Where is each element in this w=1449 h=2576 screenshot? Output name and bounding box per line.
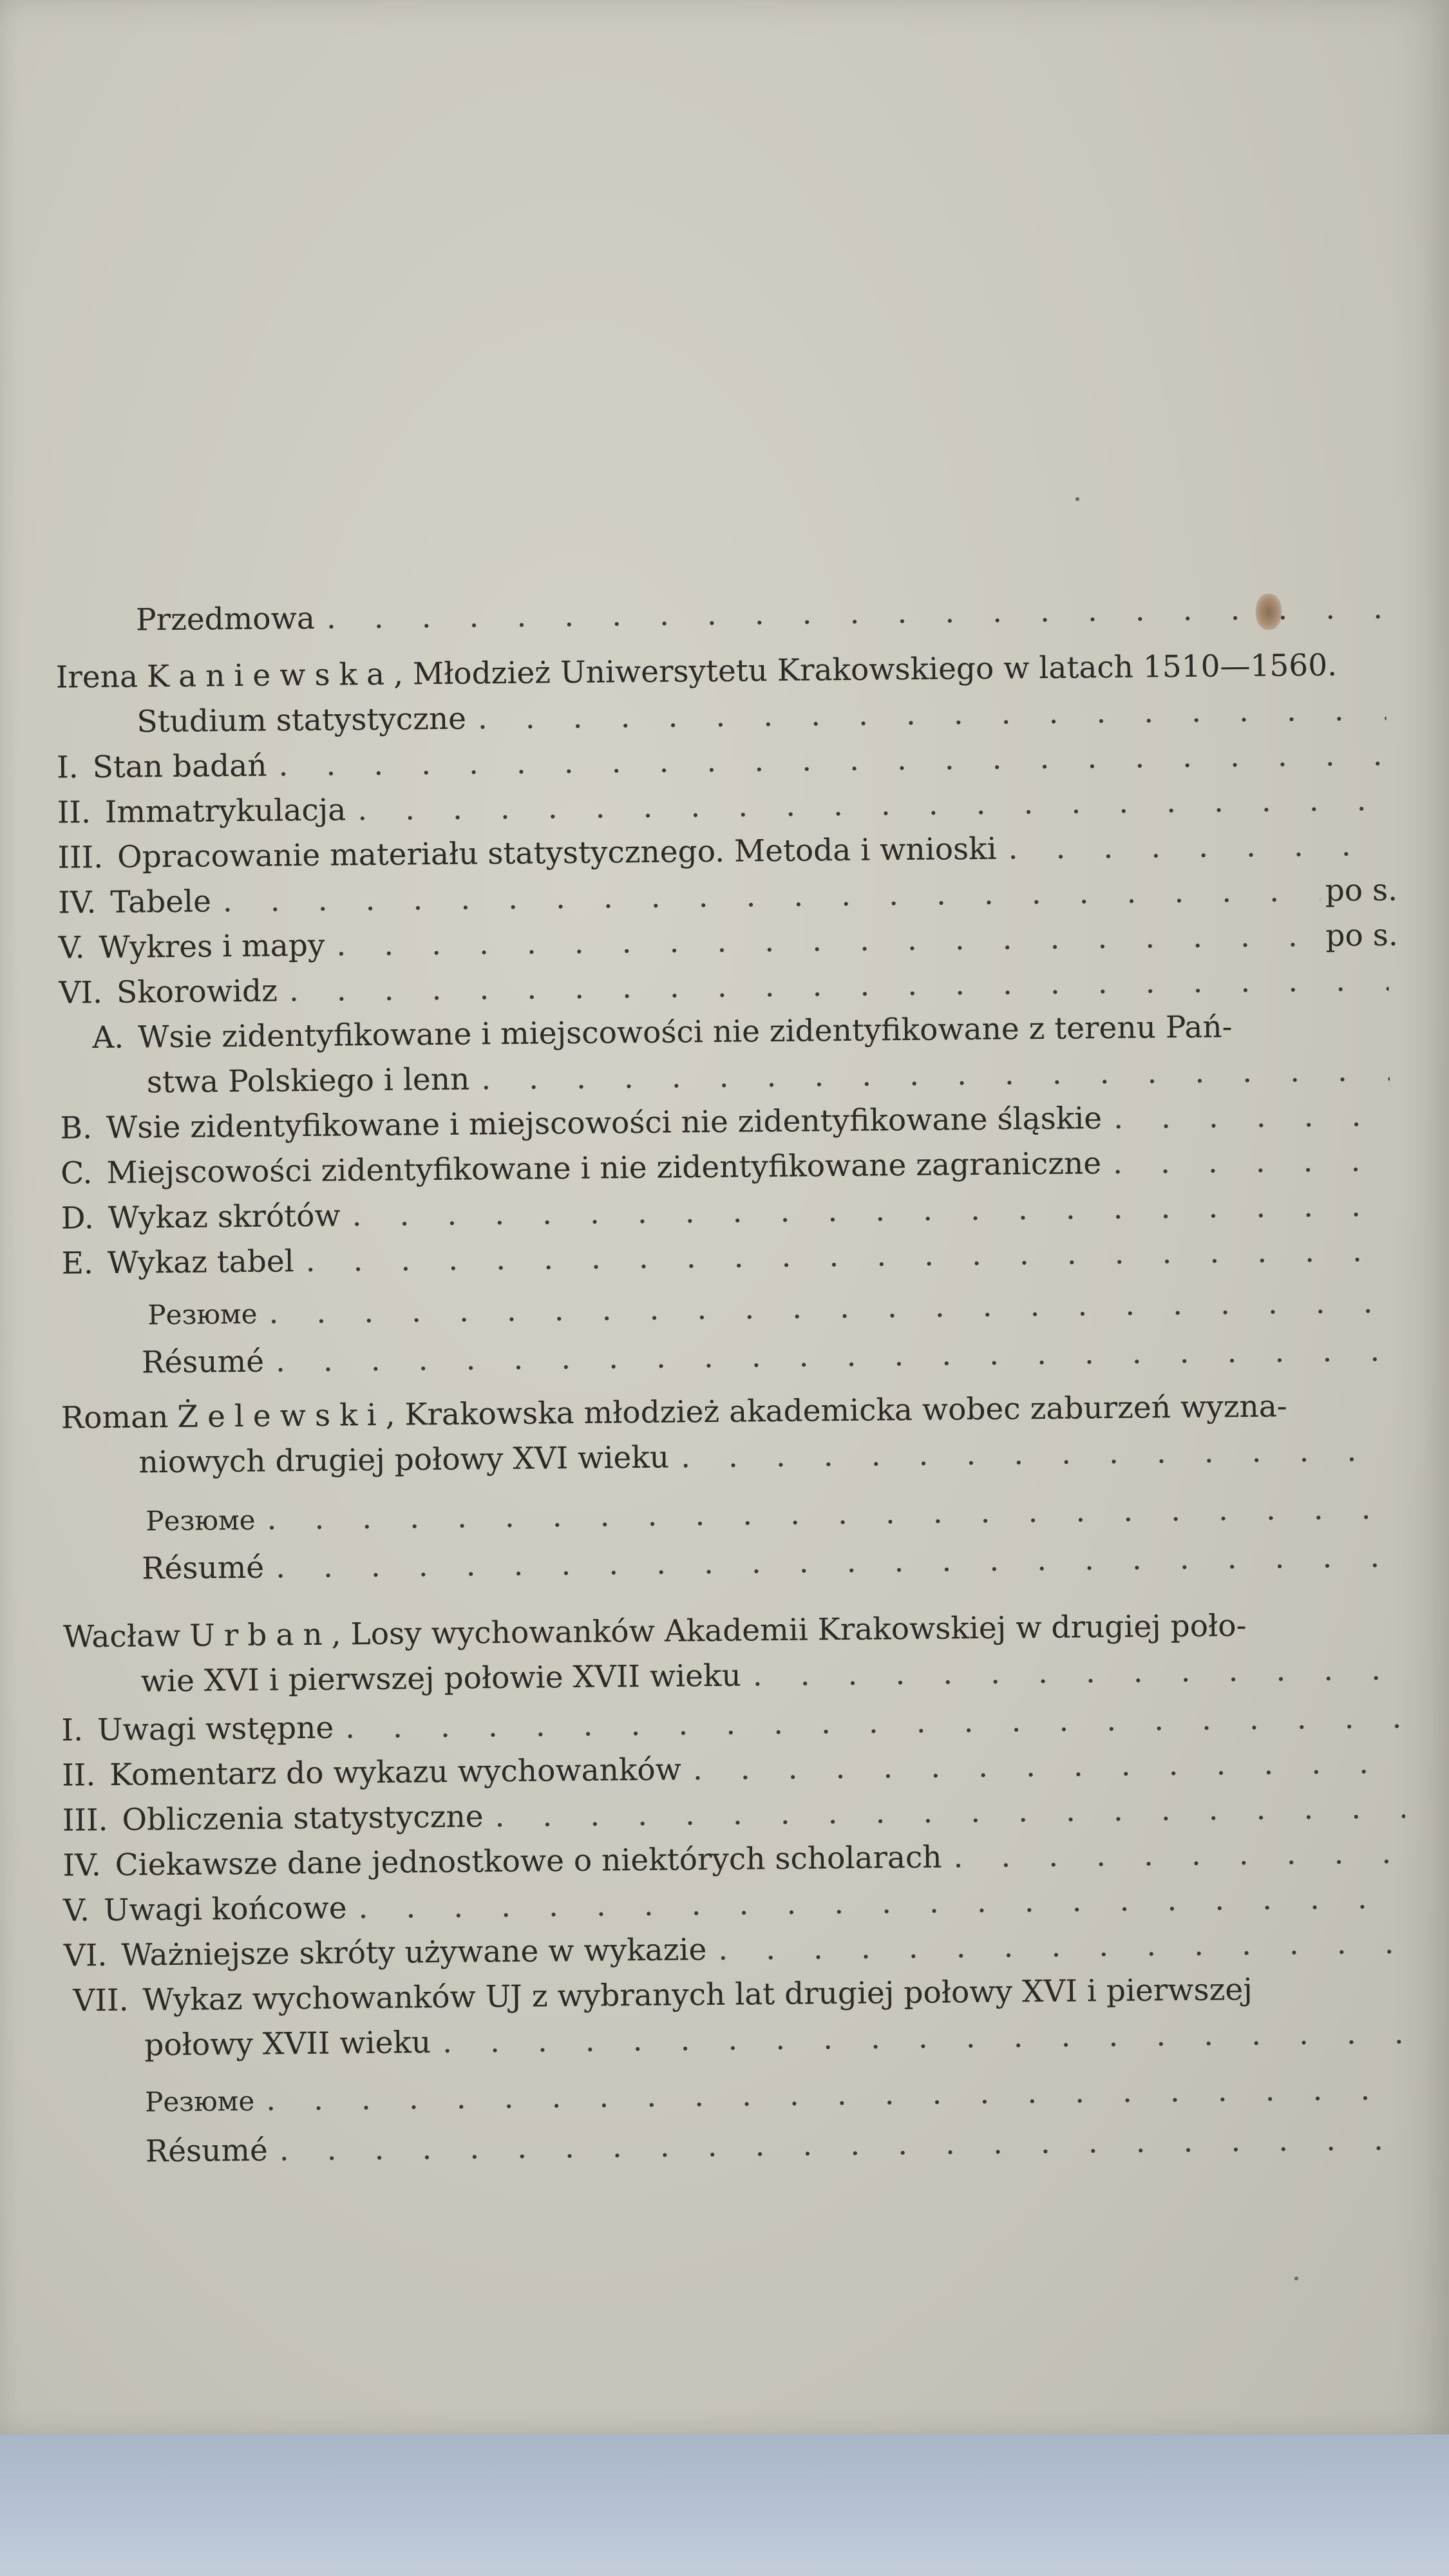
- section-number: V.: [58, 930, 85, 966]
- toc-summary-french: [142, 1330, 1393, 1385]
- dot-leader: [1008, 824, 1387, 871]
- section-label: Wykres i mapy: [99, 927, 325, 966]
- article-title: , Losy wychowanków Akademii Krakowskiej w drugiej poło-: [331, 1608, 1247, 1653]
- section-number: V.: [62, 1893, 90, 1929]
- toc-summary-russian: [145, 2069, 1409, 2123]
- toc-section-continuation: [144, 2012, 1408, 2067]
- dot-leader: [266, 2069, 1408, 2122]
- section-label: Ważniejsze skróty używane w wykazie: [121, 1932, 707, 1973]
- dot-leader: [357, 779, 1387, 831]
- section-number: II.: [57, 795, 91, 831]
- dot-leader: [478, 689, 1387, 741]
- dot-leader: [1113, 1095, 1390, 1140]
- article-title: , Młodzież Uniwersytetu Krakowskiego w latach 1510—1560.: [393, 647, 1338, 692]
- section-number: VI.: [63, 1938, 108, 1974]
- subsection-letter: A.: [92, 1019, 124, 1056]
- section-number: III.: [57, 839, 104, 876]
- author-first-name: Roman: [61, 1399, 169, 1436]
- dot-leader: [352, 1185, 1391, 1237]
- article-subtitle: wie XVI i pierwszej połowie XVII wieku: [140, 1658, 741, 1700]
- subsection-label: Wsie zidentyfikowane i miejscowości nie zidentyfikowane śląskie: [106, 1101, 1103, 1146]
- section-label: Uwagi końcowe: [103, 1890, 347, 1929]
- dot-leader: [276, 1536, 1395, 1589]
- section-label: połowy XVII wieku: [144, 2025, 431, 2063]
- dot-leader: [223, 870, 1320, 923]
- summary-label: Résumé: [141, 1549, 265, 1587]
- background-surface: [0, 2434, 1449, 2576]
- article-title: , Krakowska młodzież akademicka wobec zaburzeń wyzna-: [385, 1388, 1287, 1433]
- toc-subsection: [61, 1230, 1392, 1285]
- subsection-label: Miejscowości zidentyfikowane i nie zidentyfikowane zagraniczne: [106, 1146, 1102, 1191]
- dot-leader: [358, 1877, 1406, 1930]
- section-number: VII.: [73, 1982, 129, 2019]
- dot-leader: [279, 2119, 1409, 2172]
- section-number: IV.: [57, 885, 97, 921]
- subsection-label: stwa Polskiego i lenn: [146, 1061, 470, 1101]
- dot-leader: [289, 960, 1389, 1012]
- section-number: III.: [62, 1802, 108, 1839]
- summary-label: Резюме: [147, 1298, 258, 1331]
- entry-label: Przedmowa: [135, 600, 316, 638]
- toc-summary-french: [142, 1536, 1395, 1591]
- dot-leader: [267, 1488, 1394, 1541]
- section-label: Wykaz wychowanków UJ z wybranych lat drugiej połowy XVI i pierwszej: [142, 1971, 1253, 2018]
- section-number: I.: [56, 750, 79, 786]
- summary-label: Резюме: [146, 1504, 256, 1537]
- section-number: IV.: [62, 1848, 102, 1884]
- author-last-name: Kaniewska: [146, 656, 394, 695]
- section-label: Ciekawsze dane jednostkowe o niektórych scholarach: [115, 1839, 942, 1883]
- dot-leader: [752, 1649, 1403, 1698]
- dot-leader: [693, 1742, 1405, 1792]
- subsection-letter: D.: [61, 1200, 95, 1236]
- section-label: Skorowidz: [116, 973, 278, 1010]
- section-label: Opracowanie materiału statystycznego. Metoda i wnioski: [117, 831, 997, 875]
- section-label: Tabele: [110, 884, 212, 920]
- dot-leader: [305, 1230, 1391, 1283]
- dot-leader: [681, 1430, 1394, 1479]
- section-label: Immatrykulacja: [104, 792, 346, 830]
- dot-leader: [345, 1697, 1405, 1750]
- toc-entry-przedmowa: [136, 587, 1386, 642]
- article-title-continuation: [140, 1649, 1403, 1703]
- dot-leader: [1113, 1140, 1391, 1185]
- summary-label: Résumé: [145, 2132, 269, 2170]
- subsection-letter: B.: [60, 1110, 93, 1146]
- summary-label: Résumé: [141, 1343, 265, 1381]
- dot-leader: [269, 1282, 1392, 1335]
- subsection-label: Wykaz tabel: [107, 1244, 294, 1281]
- author-first-name: Wacław: [62, 1618, 181, 1655]
- toc-summary-french: [145, 2119, 1409, 2174]
- section-number: VI.: [59, 975, 103, 1011]
- subsection-letter: E.: [61, 1245, 94, 1282]
- article-subtitle: niowych drugiej połowy XVI wieku: [138, 1439, 670, 1481]
- section-label: Uwagi wstępne: [97, 1710, 334, 1748]
- page-reference: po s.: [1325, 917, 1399, 954]
- subsection-letter: C.: [60, 1155, 93, 1191]
- article-subtitle: Studium statystyczne: [137, 701, 467, 740]
- dot-leader: [442, 2012, 1408, 2064]
- dot-leader: [718, 1922, 1406, 1971]
- section-number: I.: [61, 1712, 84, 1748]
- summary-label: Резюме: [144, 2085, 255, 2118]
- dot-leader: [481, 1050, 1390, 1101]
- subsection-label: Wsie zidentyfikowane i miejscowości nie zidentyfikowane z terenu Pań-: [137, 1009, 1233, 1056]
- section-label: Stan badań: [92, 748, 267, 786]
- dot-leader: [278, 734, 1387, 788]
- dot-leader: [327, 587, 1386, 640]
- author-last-name: Żelewski: [177, 1397, 386, 1435]
- author-first-name: Irena: [55, 659, 138, 696]
- dot-leader: [953, 1832, 1406, 1879]
- toc-summary-russian: [146, 1488, 1394, 1542]
- page-reference: po s.: [1325, 872, 1398, 909]
- dot-leader: [336, 915, 1321, 967]
- dot-leader: [495, 1787, 1405, 1839]
- section-number: II.: [61, 1757, 96, 1794]
- section-label: Obliczenia statystyczne: [122, 1799, 484, 1838]
- section-label: Komentarz do wykazu wychowanków: [109, 1752, 682, 1793]
- toc-summary-russian: [147, 1282, 1392, 1336]
- subsection-label: Wykaz skrótów: [108, 1198, 341, 1236]
- author-last-name: Urban: [189, 1616, 332, 1654]
- article-title-continuation: [138, 1430, 1394, 1484]
- dot-leader: [276, 1330, 1393, 1383]
